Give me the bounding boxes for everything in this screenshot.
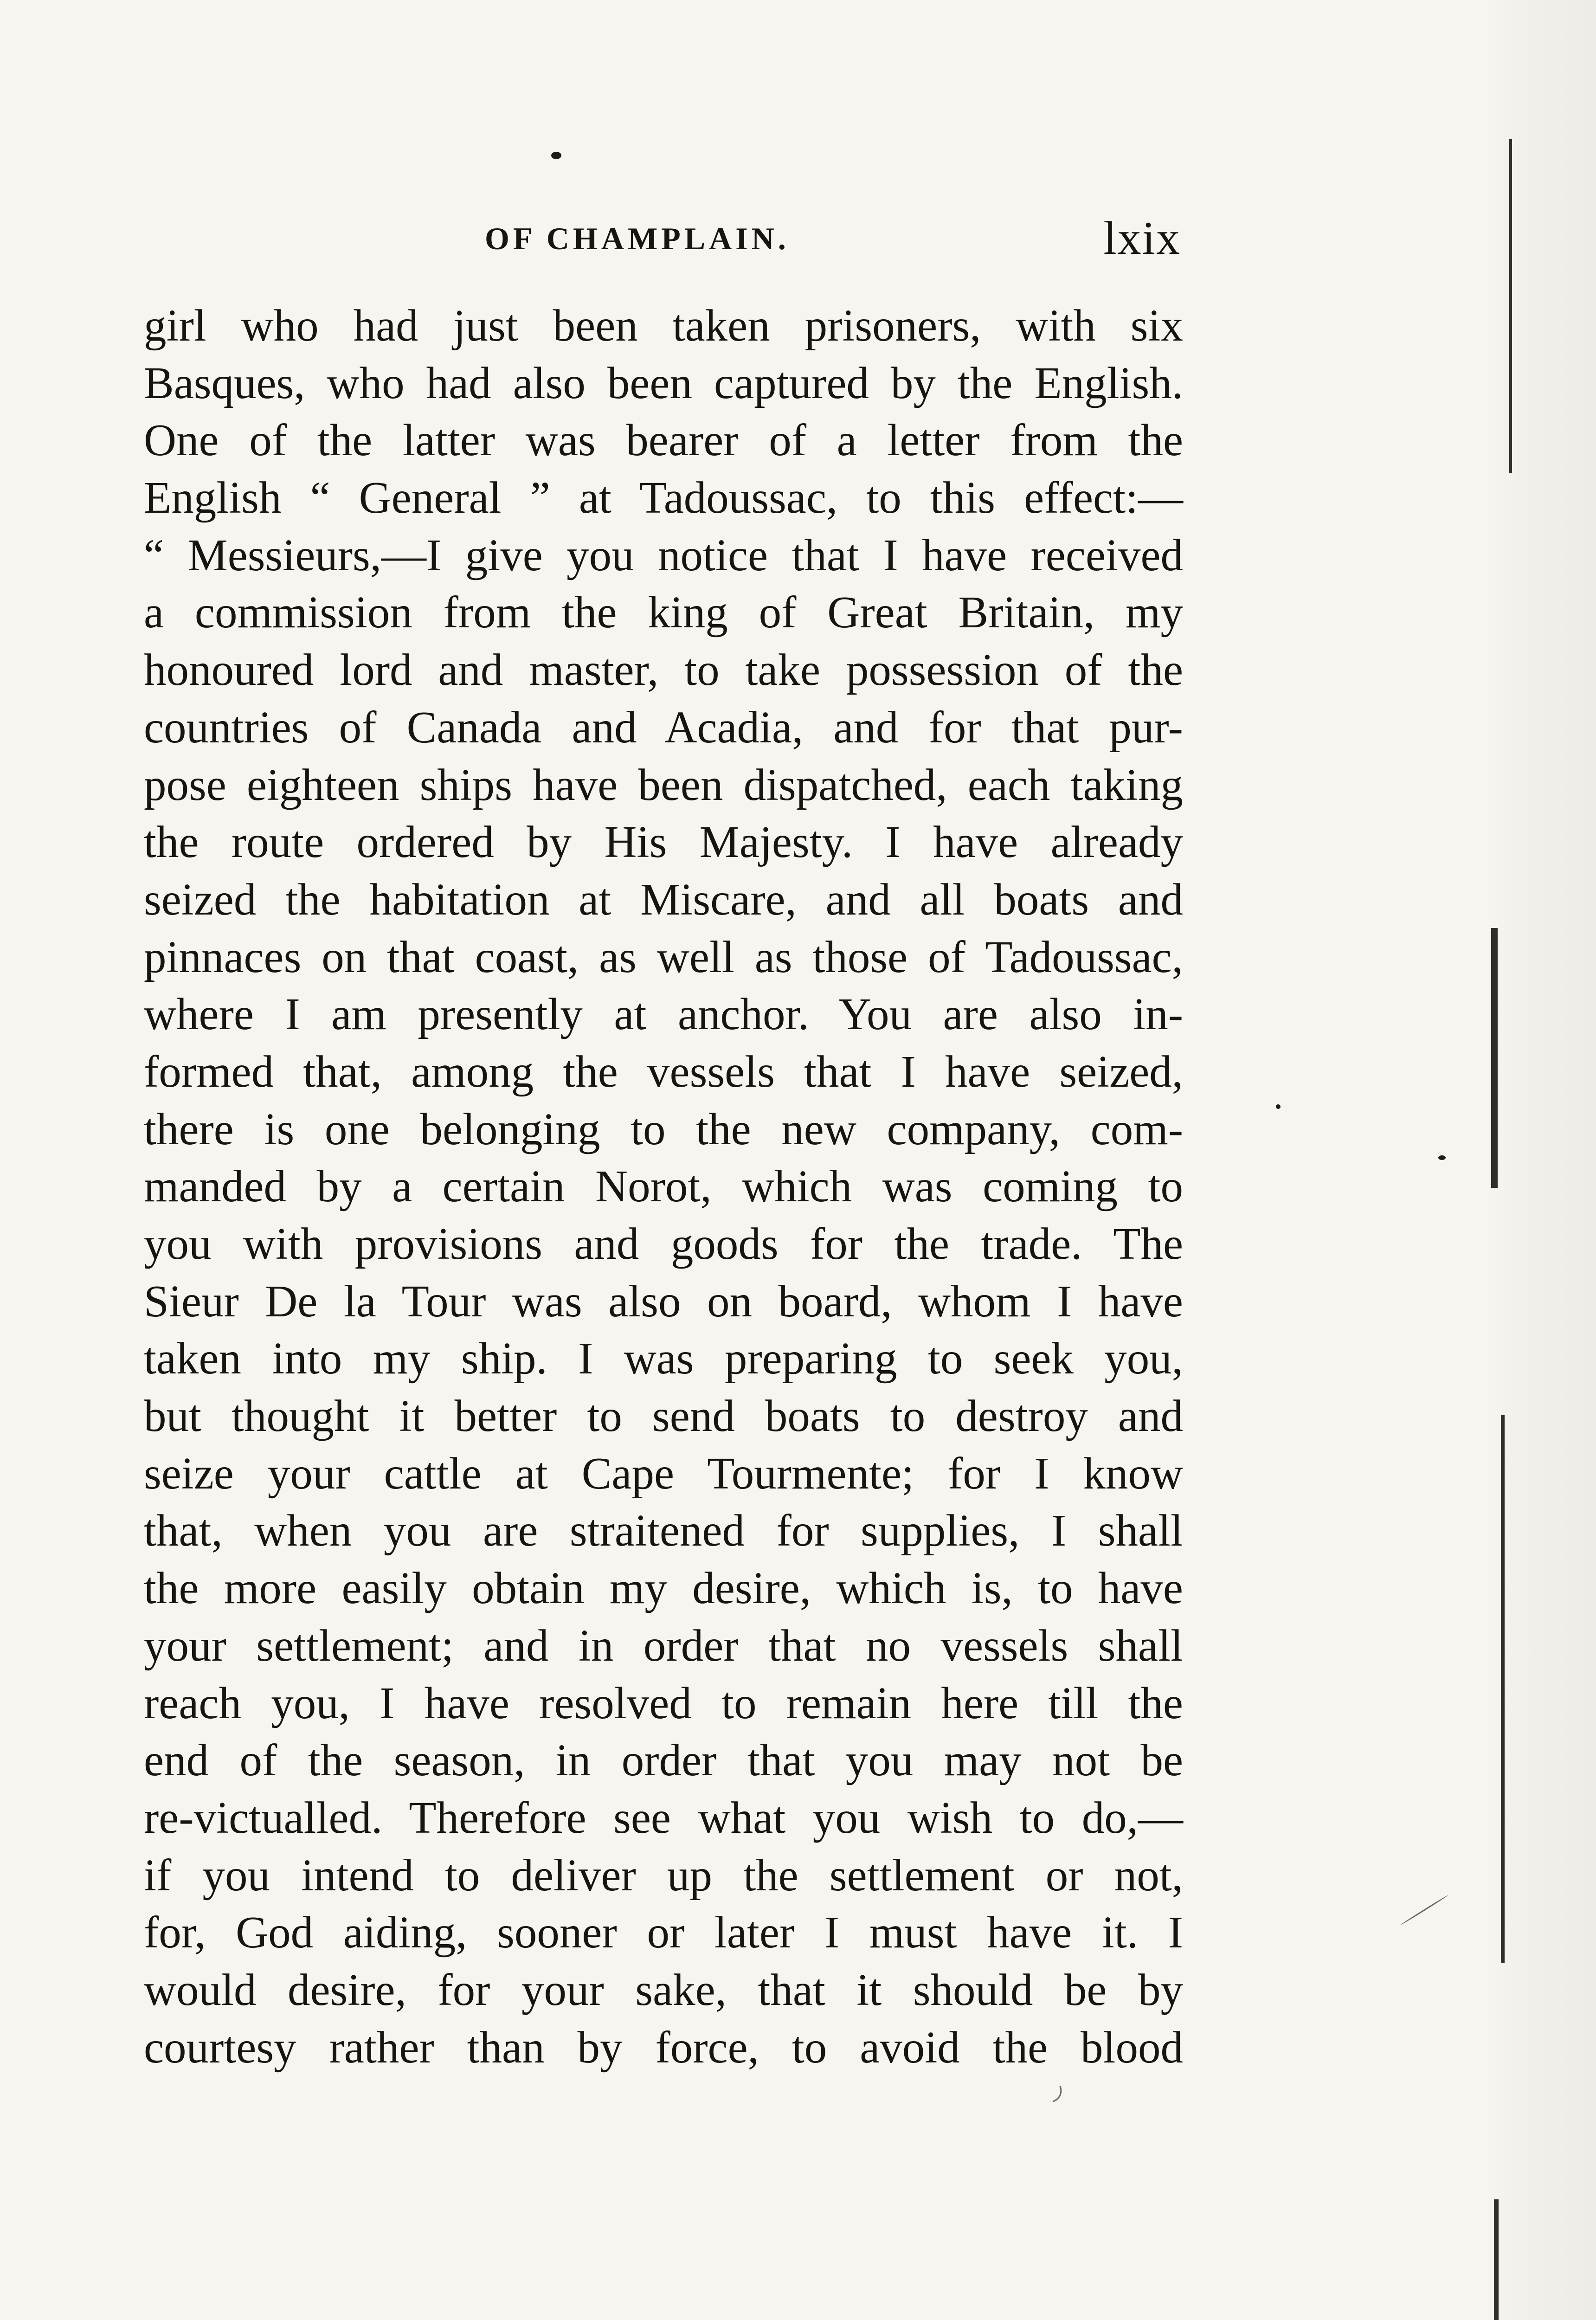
text-line: seized the habitation at Miscare, and all boats and [144,874,1183,924]
text-line: you with provisions and goods for the trade. The [144,1219,1183,1269]
text-line: pinnaces on that coast, as well as those of Tadoussac, [144,932,1183,982]
text-line: for, God aiding, sooner or later I must have it. I [144,1908,1183,1958]
text-line: courtesy rather than by force, to avoid the blood [144,2022,1183,2072]
text-line: seize your cattle at Cape Tourmente; for I know [144,1448,1183,1498]
scan-edge-mark [1501,1415,1505,1963]
text-line: “ Messieurs,—I give you notice that I have received [144,530,1183,580]
text-line: there is one belonging to the new company, com- [144,1104,1183,1154]
pencil-mark [1028,2071,1066,2107]
running-head [146,211,1181,271]
text-line: pose eighteen ships have been dispatched, each taking [144,760,1183,810]
scan-edge-mark [1491,928,1498,1188]
text-line: reach you, I have resolved to remain here till the [144,1678,1183,1728]
text-line: honoured lord and master, to take possession of the [144,645,1183,695]
text-line: the more easily obtain my desire, which is, to have [144,1563,1183,1613]
text-line: your settlement; and in order that no vessels shall [144,1620,1183,1670]
text-line: manded by a certain Norot, which was coming to [144,1161,1183,1212]
text-line: English “ General ” at Tadoussac, to this effect:— [144,473,1183,523]
page-number: lxix [1103,212,1181,264]
text-line: taken into my ship. I was preparing to seek you, [144,1334,1183,1384]
ink-speck [1438,1155,1446,1160]
text-line: girl who had just been taken prisoners, with six [144,301,1183,350]
ink-speck [551,152,561,159]
scan-edge-shadow [1487,0,1596,2320]
body-text [144,297,1183,2076]
text-line: formed that, among the vessels that I have seized, [144,1046,1183,1096]
text-line: Basques, who had also been captured by the English. [144,358,1183,408]
text-line: One of the latter was bearer of a letter from the [144,415,1183,465]
text-line: if you intend to deliver up the settlement or not, [144,1850,1183,1900]
pencil-mark [1400,1895,1448,1925]
text-line: that, when you are straitened for supplies, I shall [144,1506,1183,1556]
text-line: a commission from the king of Great Britain, my [144,587,1183,638]
text-line: where I am presently at anchor. You are also in- [144,989,1183,1039]
text-line: would desire, for your sake, that it should be by [144,1965,1183,2015]
scan-edge-mark [1509,139,1512,473]
text-line: countries of Canada and Acadia, and for that pur- [144,702,1183,752]
text-line: end of the season, in order that you may not be [144,1735,1183,1785]
text-line: Sieur De la Tour was also on board, whom I have [144,1276,1183,1326]
text-line: the route ordered by His Majesty. I have already [144,817,1183,867]
ink-speck [1276,1104,1281,1109]
running-title: OF CHAMPLAIN. [485,221,790,256]
scan-edge-mark [1494,2199,1499,2320]
text-line: but thought it better to send boats to destroy and [144,1391,1183,1441]
text-line: re-victualled. Therefore see what you wish to do,— [144,1792,1183,1843]
